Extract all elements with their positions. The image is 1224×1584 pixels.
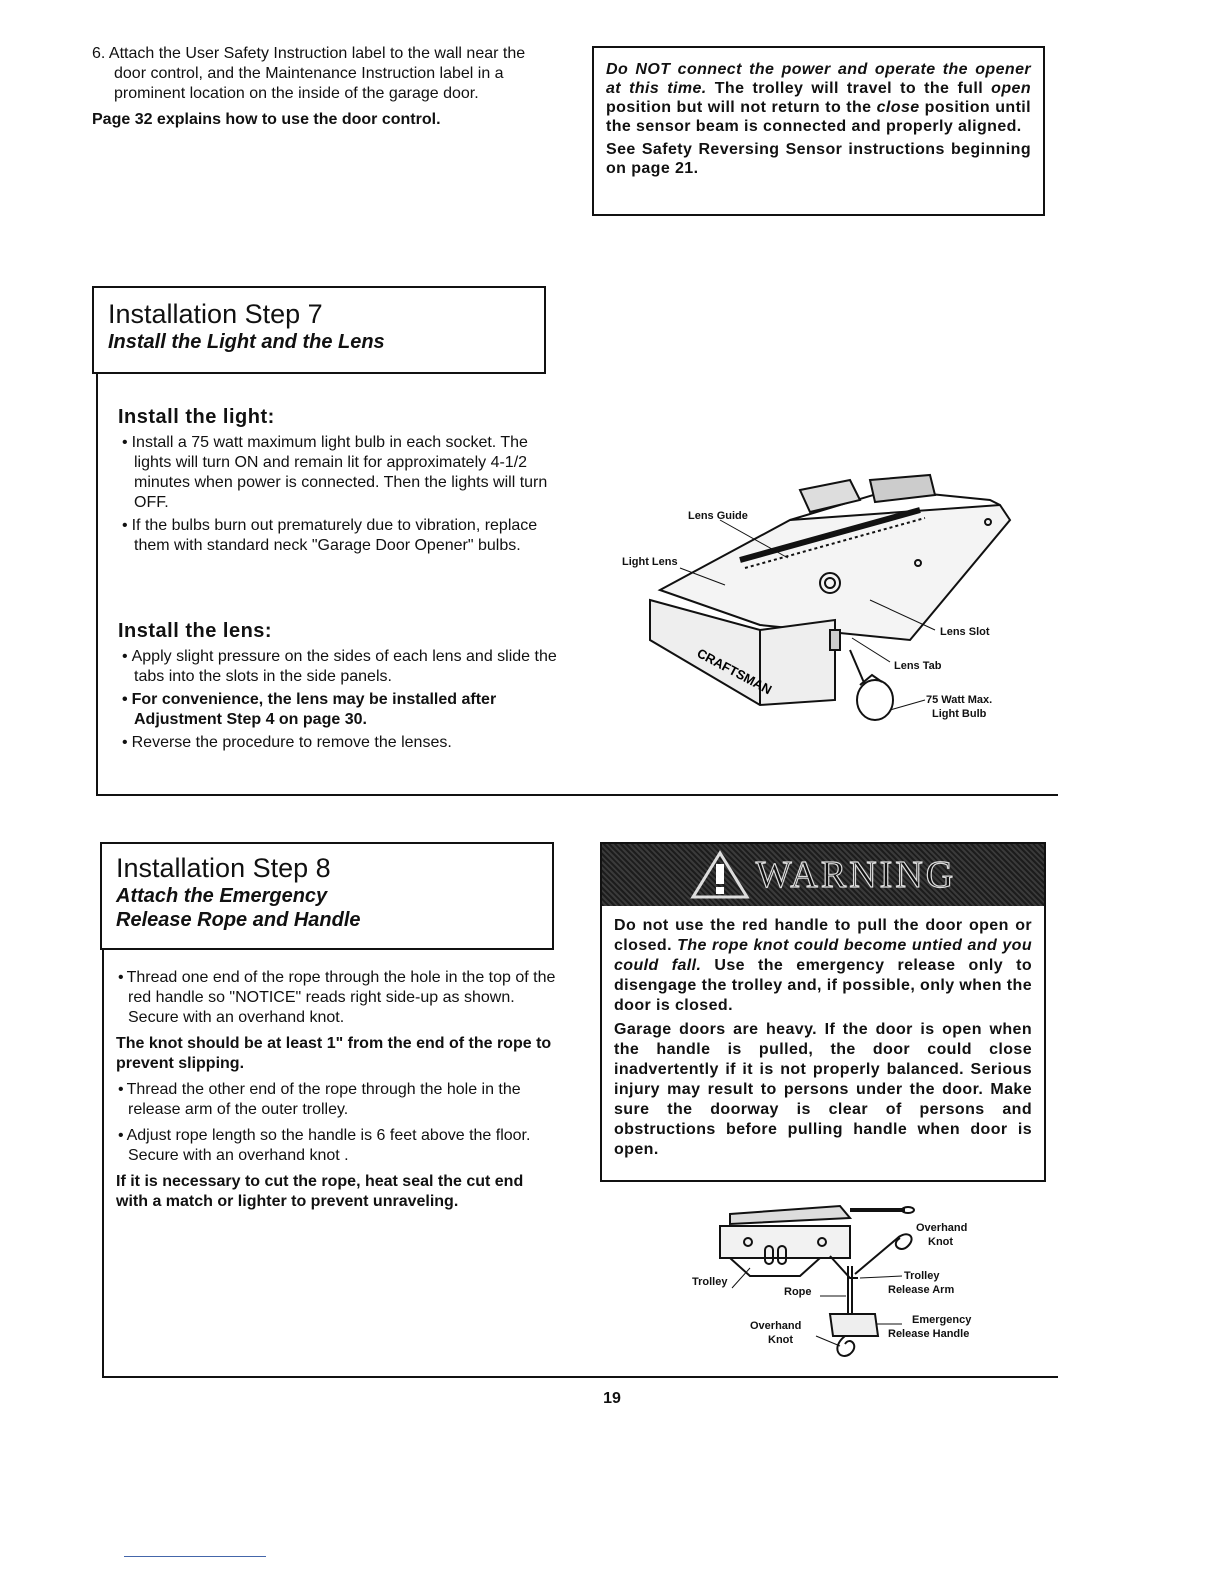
warning-paragraph-1: [614, 916, 1032, 1016]
caution-text-a: The trolley will travel to the full: [706, 80, 992, 97]
caution-text-c: position until the sensor beam is connected and properly aligned.: [606, 99, 1031, 135]
warning-text-b: Use the emergency release only to disengage the trolley and, if possible, only when the door is closed.: [614, 957, 1032, 1014]
lens-bullet-3: • Reverse the procedure to remove the lenses.: [118, 733, 558, 753]
caution-paragraph-1: [606, 60, 1031, 136]
warning-box: [600, 842, 1046, 1182]
warning-banner: [602, 844, 1044, 906]
label-overhand-bottom-2: Knot: [768, 1334, 794, 1346]
warning-italic: The rope knot could become untied and you could fall.: [614, 937, 1032, 974]
step8-note-2: If it is necessary to cut the rope, heat seal the cut end with a match or lighter to prevent unraveling.: [116, 1173, 524, 1210]
step8-instructions: [116, 968, 556, 1218]
top-left-instructions: [92, 44, 542, 130]
step7-header: [92, 286, 546, 374]
trolley-illustration: [690, 1196, 1020, 1366]
light-bullet-2: • If the bulbs burn out prematurely due to vibration, replace them with standard neck "Garage Door Opener" bulbs.: [118, 516, 548, 556]
caution-box: [592, 46, 1045, 216]
lens-bullet-1: • Apply slight pressure on the sides of each lens and slide the tabs into the slots in the side panels.: [118, 647, 558, 687]
light-lens-figure: [590, 460, 1030, 740]
caution-open-word: open: [991, 80, 1031, 97]
warning-body: [602, 906, 1044, 1160]
step7-title: Installation Step 7: [108, 299, 323, 329]
label-overhand-top-2: Knot: [928, 1236, 954, 1248]
step7-light-section: [118, 406, 548, 559]
step8-bullet-1: • Thread one end of the rope through the hole in the top of the red handle so "NOTICE" reads right side-up as shown. Secure with an overhand knot.: [116, 968, 556, 1028]
instruction-item-6: 6. Attach the User Safety Instruction label to the wall near the door control, and the Maintenance Instruction label in a prominent location on the inside of the garage door.: [92, 45, 526, 102]
label-lens-guide: Lens Guide: [688, 510, 748, 522]
step8-note-1: The knot should be at least 1" from the end of the rope to prevent slipping.: [116, 1035, 552, 1072]
caution-text-b: position but will not return to the: [606, 99, 877, 116]
label-lens-slot: Lens Slot: [940, 626, 990, 638]
caution-paragraph-2: See Safety Reversing Sensor instructions beginning on page 21.: [606, 141, 1031, 177]
caution-italic-lead: Do NOT connect the power and operate the opener at this time.: [606, 61, 1031, 97]
release-rope-figure: [690, 1196, 1020, 1366]
warning-paragraph-2: Garage doors are heavy. If the door is open when the handle is pulled, the door could close inadvertently if it is not properly balanced. Serious injury may result to persons under the door. Make sure the doorway is clear of persons and obstructions before pulling handle when door is open.: [614, 1021, 1032, 1158]
label-rope: Rope: [784, 1286, 812, 1298]
install-lens-list: [118, 647, 558, 753]
page-number: 19: [603, 1390, 621, 1407]
label-bulb-2: Light Bulb: [932, 708, 987, 720]
install-light-list: [118, 433, 548, 556]
label-trolley: Trolley: [692, 1276, 728, 1288]
door-control-note: Page 32 explains how to use the door control.: [92, 111, 441, 128]
label-light-lens: Light Lens: [622, 556, 678, 568]
warning-word: WARNING: [755, 854, 957, 896]
label-lens-tab: Lens Tab: [894, 660, 942, 672]
label-handle-2: Release Handle: [888, 1328, 970, 1340]
label-handle-1: Emergency: [912, 1314, 972, 1326]
warning-text-a: Do not use the red handle to pull the door open or closed.: [614, 917, 1032, 954]
brand-lettering: CRAFTSMAN: [694, 645, 775, 698]
step8-header: [100, 842, 554, 950]
step8-bullet-2: • Thread the other end of the rope through the hole in the release arm of the outer trolley.: [116, 1080, 556, 1120]
label-overhand-top-1: Overhand: [916, 1222, 968, 1234]
step7-lens-section: [118, 620, 558, 756]
install-light-heading: Install the light:: [118, 406, 275, 428]
step8-bullet-3: • Adjust rope length so the handle is 6 feet above the floor. Secure with an overhand knot .: [116, 1126, 556, 1166]
install-lens-heading: Install the lens:: [118, 620, 273, 642]
step7-subtitle: Install the Light and the Lens: [108, 331, 385, 353]
label-bulb-1: 75 Watt Max.: [926, 694, 993, 706]
caution-close-word: close: [876, 99, 920, 116]
step8-subtitle-1: Attach the Emergency: [116, 885, 328, 907]
label-trolley-arm-1: Trolley: [904, 1270, 940, 1282]
light-bullet-1: • Install a 75 watt maximum light bulb in each socket. The lights will turn ON and remain lit for approximately 4-1/2 minutes when power is connected. Then the lights will turn OFF.: [118, 433, 548, 513]
step8-subtitle-2: Release Rope and Handle: [116, 909, 361, 931]
step8-title: Installation Step 8: [116, 853, 331, 883]
label-trolley-arm-2: Release Arm: [888, 1284, 955, 1296]
lens-bullet-2: • For convenience, the lens may be installed after Adjustment Step 4 on page 30.: [118, 690, 558, 730]
label-overhand-bottom-1: Overhand: [750, 1320, 802, 1332]
footnote-rule: [124, 1556, 266, 1557]
warning-triangle-icon: [690, 850, 750, 900]
